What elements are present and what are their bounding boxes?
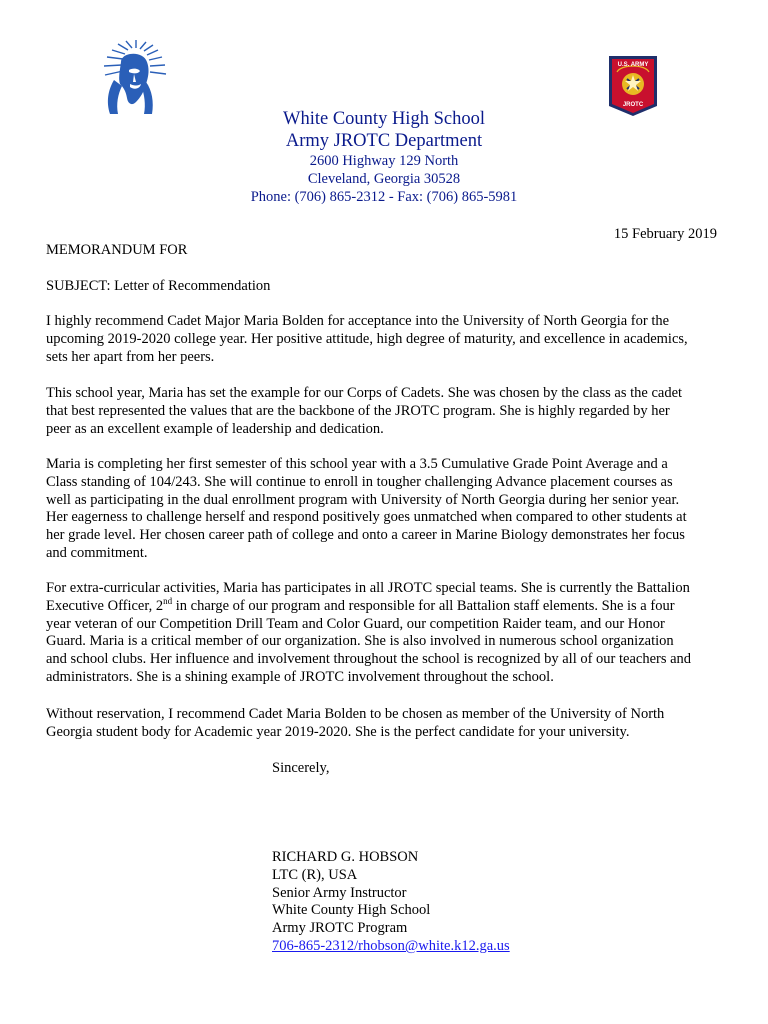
city-address: Cleveland, Georgia 30528 [307,171,461,187]
signer-title: Senior Army Instructor [272,884,407,901]
signer-rank: LTC (R), USA [272,866,358,883]
badge-bottom-text: JROTC [622,102,644,108]
street-address: 2600 Highway 129 North [309,153,459,169]
paragraph-3: Maria is completing her first semester of this school year with a 3.5 Cumulative Grade Point Average and a Class standing of 104/243. She will continue to enroll in tougher challenging Advance placement courses as well as participating in the dual enrollment program with University of North Georgia during her senior year. Her eagerness to challenge herself and respond positively goes unmatched when compared to other students at her grade level. Her chosen career path of college and onto a career in Marine Biology demonstrates her focus and commitment. [46,456,687,561]
signer-name: RICHARD G. HOBSON [272,849,419,865]
school-name: White County High School [283,109,485,129]
school-logo-icon [96,40,168,118]
memo-for: MEMORANDUM FOR [46,242,188,258]
signature-block [272,849,510,956]
signer-school: White County High School [272,902,431,919]
phone-fax: Phone: (706) 865-2312 - Fax: (706) 865-5981 [250,189,518,205]
subject-line: SUBJECT: Letter of Recommendation [46,278,271,294]
department-name: Army JROTC Department [285,131,483,151]
badge-top-text: U.S. ARMY [617,62,649,68]
contact-email-link[interactable]: 706-865-2312/rhobson@white.k12.ga.us [272,937,510,954]
signer-program: Army JROTC Program [272,920,408,937]
closing: Sincerely, [272,760,330,776]
paragraph-4: For extra-curricular activities, Maria has participates in all JROTC special teams. She is currently the Battalion Executive Officer, 2nd in charge of our program and responsible for all Battalion staff elements. She is a four year veteran of our Competition Drill Team and Color Guard, our competition Raider team, and our Honor Guard. Maria is a critical member of our organization. She is also involved in numerous school organization and school clubs. Her influence and involvement throughout the school is recognized by all of our teachers and administrators. She is a shining example of JROTC involvement throughout the school. [46,580,692,685]
paragraph-2: This school year, Maria has set the example for our Corps of Cadets. She was chosen by the class as the cadet that best represented the values that are the backbone of the JROTC program. She is highly regarded by her peer as an excellent example of leadership and dedication. [46,385,683,437]
paragraph-5: Without reservation, I recommend Cadet Maria Bolden to be chosen as member of the University of North Georgia student body for Academic year 2019-2020. She is the perfect candidate for your university. [46,706,665,740]
letter-date: 15 February 2019 [613,226,717,242]
paragraph-1: I highly recommend Cadet Major Maria Bolden for acceptance into the University of North Georgia for the upcoming 2019-2020 college year. Her positive attitude, high degree of maturity, and excellence in academics, sets her apart from her peers. [46,313,688,365]
